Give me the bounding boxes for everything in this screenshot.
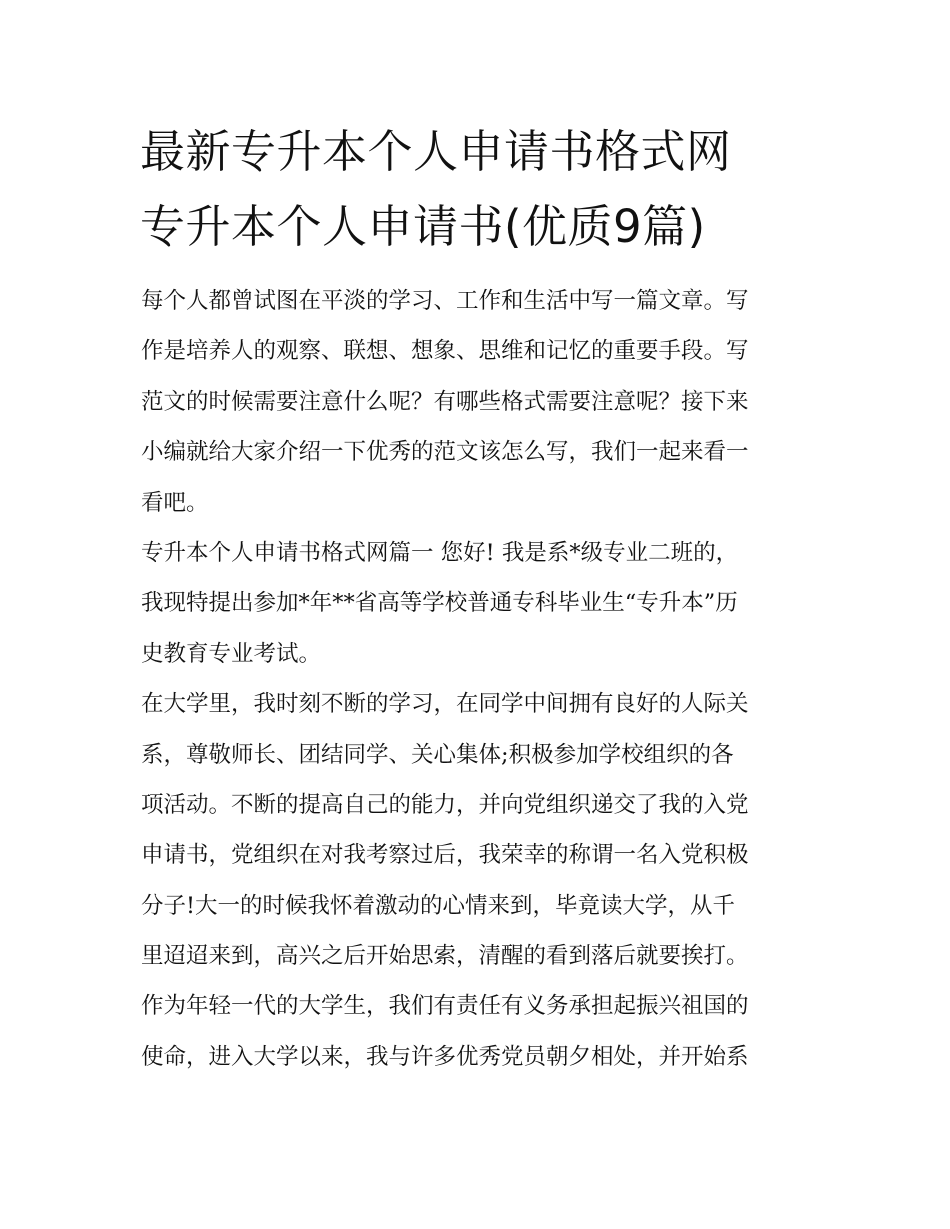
paragraph-university [141, 679, 816, 1082]
paragraph-intro [141, 276, 816, 528]
text-line: 项活动。不断的提高自己的能力，并向党组织递交了我的入党 [141, 791, 749, 818]
text-line: 作是培养人的观察、联想、想象、思维和记忆的重要手段。写 [141, 338, 749, 365]
text-line: 每个人都曾试图在平淡的学习、工作和生活中写一篇文章。写 [141, 288, 749, 314]
title-line-1: 最新专升本个人申请书格式网 [140, 125, 732, 178]
document-body [141, 276, 816, 1082]
text-line: 系，尊敬师长、团结同学、关心集体;积极参加学校组织的各 [141, 741, 734, 768]
text-line: 专升本个人申请书格式网篇一 您好! 我是系*级专业二班的， [141, 539, 739, 566]
paragraph-section-one [141, 528, 816, 679]
document-title [140, 114, 820, 264]
text-line: 作为年轻一代的大学生，我们有责任有义务承担起振兴祖国的 [141, 993, 749, 1020]
text-line: 范文的时候需要注意什么呢？有哪些格式需要注意呢？接下来 [141, 388, 749, 415]
text-line: 里迢迢来到，高兴之后开始思索，清醒的看到落后就要挨打。 [141, 943, 749, 970]
text-line: 看吧。 [141, 489, 209, 516]
title-line-2: 专升本个人申请书(优质9篇) [140, 200, 706, 253]
text-line: 我现特提出参加*年**省高等学校普通专科毕业生“专升本”历 [141, 590, 738, 617]
text-line: 史教育专业考试。 [141, 640, 322, 667]
text-line: 使命，进入大学以来，我与许多优秀党员朝夕相处，并开始系 [141, 1043, 749, 1070]
text-line: 分子!大一的时候我怀着激动的心情来到，毕竟读大学，从千 [141, 892, 736, 919]
text-line: 在大学里，我时刻不断的学习，在同学中间拥有良好的人际关 [141, 691, 749, 718]
text-line: 小编就给大家介绍一下优秀的范文该怎么写，我们一起来看一 [141, 439, 749, 466]
text-line: 申请书，党组织在对我考察过后，我荣幸的称谓一名入党积极 [141, 842, 749, 869]
